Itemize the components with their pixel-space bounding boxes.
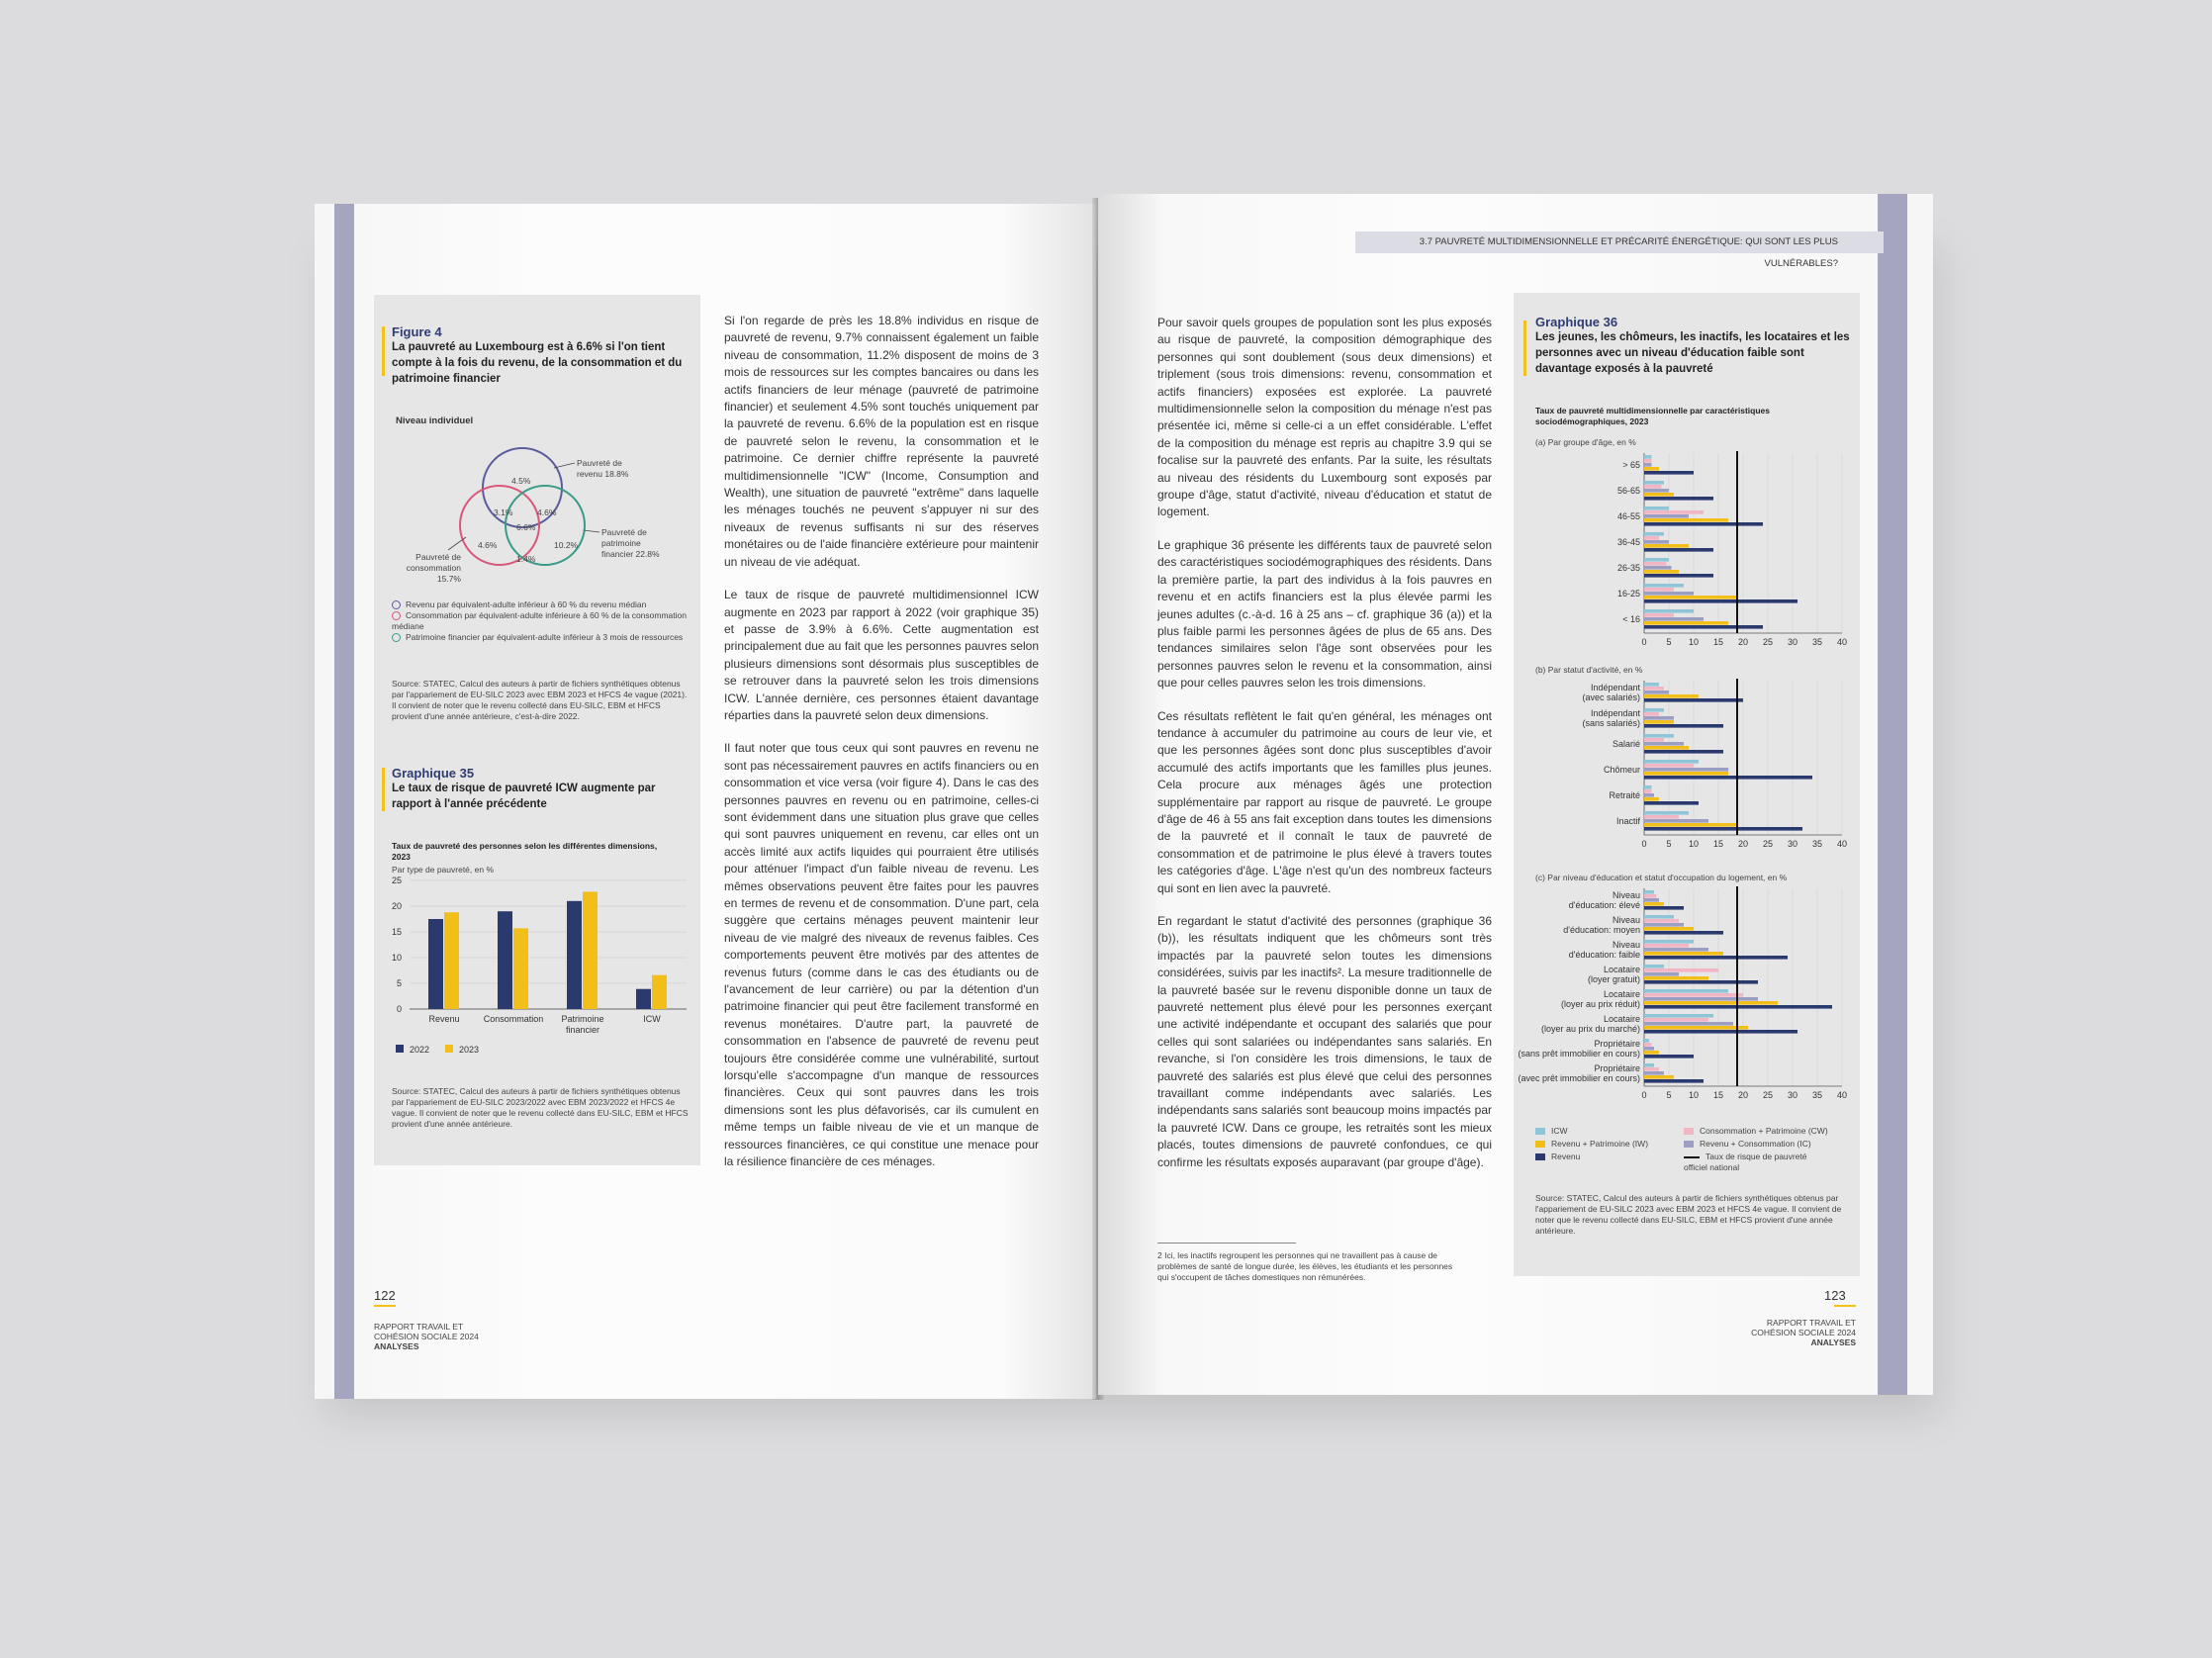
legend-item	[1535, 1126, 1568, 1137]
line-icon	[1684, 1156, 1700, 1158]
bar-ICW	[1644, 455, 1652, 459]
x-tick-label: 35	[1811, 1090, 1823, 1100]
right-body-column	[1157, 315, 1492, 1187]
y-tick-label: Locataire	[1603, 989, 1640, 999]
bar-ICW	[1644, 965, 1664, 968]
venn-label-consommation: Pauvreté de consommation 15.7%	[406, 552, 461, 584]
bar-Consommation + Patrimoine (CW)	[1644, 1018, 1708, 1022]
bar-ICW	[1644, 683, 1659, 687]
y-tick-label: 56-65	[1616, 486, 1640, 496]
legend-item	[1535, 1139, 1648, 1150]
venn-a-c: 4.6%	[537, 507, 557, 517]
venn-b-only: 4.6%	[478, 540, 498, 550]
venn-a-b: 3.1%	[494, 507, 513, 517]
bar-Consommation + Patrimoine (CW)	[1644, 1043, 1652, 1047]
page-number-accent	[374, 1305, 396, 1307]
graph36-chart-title: Taux de pauvreté multidimensionnelle par caractéristiques sociodémographiques, 2023	[1535, 406, 1770, 426]
y-tick-label: Inactif	[1615, 816, 1640, 826]
footer-line: RAPPORT TRAVAIL ET	[374, 1322, 464, 1332]
y-tick-label: < 16	[1622, 614, 1640, 624]
bar-Revenu + Patrimoine (IW)	[1644, 952, 1723, 956]
right-footer	[1741, 1318, 1856, 1347]
legend-item-patrimoine	[392, 632, 689, 643]
bar-Revenu + Consommation (IC)	[1644, 1047, 1654, 1051]
bar-Revenu	[1644, 698, 1743, 702]
bar-ICW	[1644, 1014, 1713, 1018]
x-tick-label: 20	[1737, 839, 1749, 849]
left-page-stripe	[334, 204, 354, 1399]
x-tick-label: financier	[565, 1025, 600, 1035]
x-tick-label: 5	[1666, 637, 1672, 647]
y-tick-label: (sans prêt immobilier en cours)	[1518, 1049, 1640, 1059]
y-tick-label: (loyer au prix du marché)	[1540, 1024, 1640, 1034]
bar-Consommation + Patrimoine (CW)	[1644, 562, 1667, 566]
bar-ICW	[1644, 811, 1689, 815]
x-tick-label: 10	[1688, 637, 1700, 647]
right-figure-box	[1514, 293, 1860, 1276]
bar-Revenu	[1644, 931, 1723, 935]
bar-2022	[428, 919, 443, 1009]
y-tick-label: 10	[391, 953, 402, 963]
x-tick-label: 0	[1641, 637, 1647, 647]
y-tick-label: 36-45	[1616, 537, 1640, 547]
bar-Revenu + Patrimoine (IW)	[1644, 621, 1728, 625]
x-tick-label: 35	[1811, 637, 1823, 647]
bar-Revenu + Patrimoine (IW)	[1644, 694, 1699, 698]
footer-line: COHÉSION SOCIALE 2024	[1751, 1328, 1856, 1337]
bar-Consommation + Patrimoine (CW)	[1644, 764, 1694, 768]
bar-Consommation + Patrimoine (CW)	[1644, 738, 1664, 742]
x-tick-label: 35	[1811, 839, 1823, 849]
x-tick-label: 20	[1737, 1090, 1749, 1100]
bar-Consommation + Patrimoine (CW)	[1644, 993, 1743, 997]
footer-line: RAPPORT TRAVAIL ET	[1766, 1318, 1856, 1328]
bar-Revenu + Patrimoine (IW)	[1644, 927, 1694, 931]
x-tick-label: 5	[1666, 1090, 1672, 1100]
bar-Revenu + Consommation (IC)	[1644, 742, 1684, 746]
right-page-stripe	[1878, 194, 1907, 1395]
footer-line: COHÉSION SOCIALE 2024	[374, 1332, 479, 1341]
bar-Revenu + Patrimoine (IW)	[1644, 976, 1708, 980]
bar-Revenu	[1644, 471, 1694, 475]
footer-line: ANALYSES	[1810, 1337, 1856, 1347]
left-page	[315, 204, 1096, 1399]
bar-Consommation + Patrimoine (CW)	[1644, 919, 1679, 923]
x-tick-label: 30	[1787, 637, 1798, 647]
y-tick-label: 25	[391, 875, 402, 885]
y-tick-label: Indépendant	[1590, 708, 1640, 718]
y-tick-label: Chômeur	[1603, 765, 1640, 775]
y-tick-label: d'éducation: faible	[1568, 950, 1640, 960]
footnote: 2 Ici, les inactifs regroupent les personnes qui ne travaillent pas à cause de problèmes de santé de longue durée, les élèves, les étudiants et les personnes qui s'occupent de tâches domestiques non rémunérées.	[1157, 1250, 1453, 1282]
paragraph: En regardant le statut d'activité des personnes (graphique 36 (b)), les résultats indiquent que les chômeurs sont très impactés par la pauvreté selon toutes les dimensions considérées, suivis par les inactifs². La mesure traditionnelle de la pauvreté basée sur le revenu disponible donne un taux de pauvreté nettement plus élevé pour les personnes exerçant une activité indépendante et occupant des salariés que pour celles qui sont salariées ou indépendantes sans salariés. En revanche, si l'on considère les trois dimensions, le taux de pauvreté des salariés est plus élevé que celui des personnes travaillant comme indépendants avec salariés. Les indépendants sans salariés sont beaucoup moins impactés par la pauvreté ICW. Dans ce groupe, les retraités sont les mieux placés, toutes dimensions de pauvreté confondues, ce qui confirme les résultats exposés auparavant (par groupe d'âge).	[1157, 914, 1492, 1169]
y-tick-label: Salarié	[1612, 739, 1640, 749]
bar-Revenu	[1644, 522, 1763, 526]
venn-a-only: 4.5%	[511, 476, 531, 486]
legend-label: Revenu par équivalent-adulte inférieur à 60 % du revenu médian	[406, 599, 647, 609]
paragraph: Le graphique 36 présente les différents taux de pauvreté selon des caractéristiques sociodémographiques des résidents. Dans la première partie, la part des individus à la fois pauvres en revenu et en actifs financiers est la plus élevée parmi les jeunes adultes (c.-à-d. 16 à 25 ans – cf. graphique 36 (a)) et la plus faible parmi les personnes âgées de plus de 65 ans. Des tendances similaires selon l'âge sont observées pour les personnes pauvres selon le revenu et la consommation, ainsi que pour celles pauvres selon les trois dimensions.	[1157, 537, 1492, 691]
bar-Revenu + Consommation (IC)	[1644, 923, 1684, 927]
bar-Revenu + Patrimoine (IW)	[1644, 772, 1728, 776]
bar-Revenu + Consommation (IC)	[1644, 716, 1674, 720]
bar-Revenu + Patrimoine (IW)	[1644, 902, 1664, 906]
bar-Revenu + Consommation (IC)	[1644, 1022, 1733, 1026]
x-tick-label: ICW	[643, 1014, 661, 1024]
bar-Revenu	[1644, 956, 1788, 960]
venn-b-c: 1.4%	[516, 554, 536, 564]
paragraph: Le taux de risque de pauvreté multidimensionnel ICW augmente en 2023 par rapport à 2022 (voir graphique 35) et passe de 3.9% à 6.6%. Cette augmentation est principalement due au fait que les personnes pauvres selon plusieurs dimensions sont désormais plus susceptibles de se retrouver dans la pauvreté selon les trois dimensions ICW. L'année dernière, ces personnes étaient davantage réparties dans la pauvreté selon deux dimensions.	[724, 588, 1039, 722]
left-figures-box	[374, 295, 700, 1165]
bar-Revenu + Consommation (IC)	[1644, 948, 1708, 952]
bar-ICW	[1644, 760, 1699, 764]
bar-Consommation + Patrimoine (CW)	[1644, 815, 1679, 819]
bar-ICW	[1644, 507, 1669, 510]
bar-Revenu	[1644, 1030, 1797, 1034]
bar-Revenu + Consommation (IC)	[1644, 489, 1669, 493]
bar-Revenu + Patrimoine (IW)	[1644, 518, 1728, 522]
bar-Consommation + Patrimoine (CW)	[1644, 944, 1689, 948]
bar-Revenu + Patrimoine (IW)	[1644, 720, 1674, 724]
x-tick-label: 10	[1688, 1090, 1700, 1100]
bar-Consommation + Patrimoine (CW)	[1644, 894, 1657, 898]
y-tick-label: Propriétaire	[1594, 1063, 1640, 1073]
x-tick-label: 40	[1836, 1090, 1848, 1100]
bar-Revenu	[1644, 574, 1713, 578]
graph36b-chart	[1514, 677, 1860, 865]
bar-ICW	[1644, 532, 1664, 536]
bar-Revenu	[1644, 724, 1723, 728]
bar-2023	[652, 975, 667, 1009]
bar-Consommation + Patrimoine (CW)	[1644, 485, 1662, 489]
x-tick-label: 25	[1762, 1090, 1774, 1100]
left-body-column	[724, 313, 1039, 1187]
graph36c-chart	[1514, 884, 1860, 1114]
y-tick-label: Retraité	[1609, 790, 1640, 800]
bar-Consommation + Patrimoine (CW)	[1644, 536, 1659, 540]
y-tick-label: (loyer gratuit)	[1587, 974, 1640, 984]
bar-Revenu	[1644, 906, 1684, 910]
y-tick-label: Niveau	[1612, 940, 1640, 950]
bar-Consommation + Patrimoine (CW)	[1644, 1067, 1659, 1071]
bar-2023	[513, 928, 528, 1009]
x-tick-label: 20	[1737, 637, 1749, 647]
legend-label: 2023	[459, 1045, 480, 1055]
circle-icon	[392, 633, 401, 642]
legend-item	[1684, 1126, 1828, 1137]
y-tick-label: 5	[396, 978, 402, 988]
bar-Revenu + Patrimoine (IW)	[1644, 570, 1679, 574]
figure4-source: Source: STATEC, Calcul des auteurs à partir de fichiers synthétiques obtenus par l'appariement de EU-SILC 2023 avec EBM 2023 et HFCS 4e vague (2021). Il convient de noter que le revenu collecté dans EU-SILC, EBM et HFCS provient d'une année antérieure, c'est-à-dire 2022.	[392, 679, 688, 721]
bar-2022	[567, 901, 582, 1009]
bar-ICW	[1644, 708, 1664, 712]
figure4-header	[392, 324, 693, 387]
x-tick-label: 15	[1712, 1090, 1724, 1100]
graph36-title: Les jeunes, les chômeurs, les inactifs, les locataires et les personnes avec un niveau d'éducation faible sont davantage exposés à la pauvreté	[1535, 331, 1850, 375]
graph35-kicker: Graphique 35	[392, 766, 475, 781]
y-tick-label: Locataire	[1603, 965, 1640, 974]
graph36b-title: (b) Par statut d'activité, en %	[1535, 665, 1643, 675]
bar-ICW	[1644, 1039, 1649, 1043]
y-tick-label: Locataire	[1603, 1014, 1640, 1024]
x-tick-label: 15	[1712, 637, 1724, 647]
x-tick-label: 25	[1762, 839, 1774, 849]
figure4-legend	[392, 599, 689, 643]
x-tick-label: 30	[1787, 1090, 1798, 1100]
figure4-title: La pauvreté au Luxembourg est à 6.6% si l'on tient compte à la fois du revenu, de la consommation et du patrimoine financier	[392, 341, 683, 385]
bar-Consommation + Patrimoine (CW)	[1644, 510, 1704, 514]
graph35-chart-sub: Par type de pauvreté, en %	[392, 865, 495, 875]
graph35-accent	[382, 768, 385, 811]
bar-Revenu + Patrimoine (IW)	[1644, 493, 1674, 497]
y-tick-label: Niveau	[1612, 915, 1640, 925]
legend-label: Revenu + Patrimoine (IW)	[1551, 1139, 1649, 1149]
bar-ICW	[1644, 989, 1728, 993]
legend-label: ICW	[1551, 1126, 1568, 1136]
swatch-icon	[1535, 1141, 1545, 1148]
figure4-subtitle: Niveau individuel	[396, 415, 474, 426]
bar-Revenu + Patrimoine (IW)	[1644, 596, 1738, 599]
legend-label: Consommation par équivalent-adulte inférieure à 60 % de la consommation médiane	[392, 610, 687, 631]
legend-item-revenu	[392, 599, 689, 610]
legend-item	[1684, 1151, 1832, 1173]
x-tick-label: 10	[1688, 839, 1700, 849]
venn-diagram	[374, 423, 700, 621]
bar-Consommation + Patrimoine (CW)	[1644, 588, 1674, 592]
bar-2022	[636, 989, 651, 1009]
bar-Revenu	[1644, 1079, 1704, 1083]
bar-Consommation + Patrimoine (CW)	[1644, 789, 1652, 793]
bar-Revenu	[1644, 1055, 1694, 1059]
bar-Revenu + Patrimoine (IW)	[1644, 797, 1659, 801]
y-tick-label: 26-35	[1616, 563, 1640, 573]
x-tick-label: Revenu	[428, 1014, 460, 1024]
bar-Revenu + Patrimoine (IW)	[1644, 467, 1659, 471]
x-tick-label: Consommation	[483, 1014, 544, 1024]
x-tick-label: 40	[1836, 637, 1848, 647]
y-tick-label: Niveau	[1612, 890, 1640, 900]
graph36-header	[1535, 315, 1850, 377]
swatch-icon	[1684, 1128, 1694, 1135]
bar-Revenu + Consommation (IC)	[1644, 463, 1652, 467]
x-tick-label: 30	[1787, 839, 1798, 849]
bar-Consommation + Patrimoine (CW)	[1644, 613, 1674, 617]
bar-Revenu	[1644, 599, 1797, 603]
swatch-icon	[1684, 1141, 1694, 1148]
bar-Revenu + Patrimoine (IW)	[1644, 1051, 1659, 1055]
legend-swatch	[396, 1045, 404, 1053]
bar-Revenu + Consommation (IC)	[1644, 617, 1704, 621]
y-tick-label: d'éducation: élevé	[1568, 900, 1640, 910]
paragraph: Si l'on regarde de près les 18.8% individus en risque de pauvreté de revenu, 9.7% connaissent également un faible niveau de consommation, 11.2% disposent de moins de 3 mois de ressources sur les comptes bancaires ou dans les actifs financiers de leur ménage (pauvreté de patrimoine financier) et seulement 4.5% sont touchés uniquement par la pauvreté de revenu. 6.6% de la population est en risque de pauvreté selon le revenu, la consommation et le patrimoine. Ce dernier chiffre représente la pauvreté multidimensionnelle "ICW" (Income, Consumption and Wealth), une situation de pauvreté "extrême" dans laquelle les ménages touchés ne peuvent s'appuyer ni sur des niveaux de revenus suffisants ni sur des réserves monétaires ou de l'aide financière extérieure pour maintenir un niveau de vie adéquat.	[724, 314, 1039, 569]
legend-label: Revenu + Consommation (IC)	[1700, 1139, 1811, 1149]
legend-item-consommation	[392, 610, 689, 632]
footer-line: ANALYSES	[374, 1341, 419, 1351]
paragraph: Il faut noter que tous ceux qui sont pauvres en revenu ne sont pas nécessairement pauvres en actifs financiers ou en consommation et vice versa (voir figure 4). Dans le cas des personnes pauvres en revenu ou en patrimoine, celles-ci sont évidemment dans une situation plus grave que celles qui sont pauvres uniquement en revenu, car elles ont un accès limité aux actifs liquides qui pourraient être utilisés pour atténuer l'impact d'un faible niveau de revenu. Les mêmes observations peuvent être faites pour les pauvres en termes de revenu et de consommation. D'une part, cela suggère que certains ménages peuvent maintenir leur niveau de vie malgré des niveaux de revenus faibles. Ces comportements peuvent être motivés par des attentes de revenus futurs (comme dans le cas des étudiants ou de l'avancement de leur carrière) ou par la détention d'un patrimoine financier qui peut être facilement transformé en revenus monétaires. D'autre part, la pauvreté de consommation en l'absence de pauvreté de revenu peut toujours être considérée comme une vulnérabilité, surtout lorsqu'elle s'accompagne d'un manque de ressources financières. Ceux qui sont pauvres dans les trois dimensions sont les plus défavorisés, car ils cumulent en même temps un faible niveau de vie et un manque de ressources financières, ce qui constitue une menace pour la résilience financière de ces ménages.	[724, 741, 1039, 1169]
paragraph: Pour savoir quels groupes de population sont les plus exposés au risque de pauvreté, la composition démographique des personnes qui sont doublement (sous deux dimensions) et triplement (sous trois dimensions: revenu, consommation et actifs financiers) exposées est explorée. La pauvreté multidimensionnelle selon la composition du ménage n'est pas présentée ici, même si celle-ci a un effet considérable. L'effet de la composition du ménage est repris au chapitre 3.9 qui se focalise sur la pauvreté des enfants. Par la suite, les résultats au niveau des résidents du Luxembourg sont exposés par groupe d'âge, statut d'activité, niveau d'éducation et statut de logement.	[1157, 316, 1492, 519]
y-tick-label: 15	[391, 927, 402, 937]
bar-ICW	[1644, 481, 1664, 485]
bar-Revenu + Patrimoine (IW)	[1644, 1026, 1748, 1030]
bar-ICW	[1644, 1063, 1654, 1067]
page-number: 122	[374, 1288, 396, 1303]
graph35-chart-title: Taux de pauvreté des personnes selon les différentes dimensions, 2023	[392, 841, 658, 862]
bar-Revenu + Consommation (IC)	[1644, 540, 1669, 544]
graph36-source: Source: STATEC, Calcul des auteurs à partir de fichiers synthétiques obtenus par l'appariement de EU-SILC 2023 avec EBM 2023 et HFCS 4e vague. Il convient de noter que le revenu collecté dans EU-SILC, EBM et HFCS provient d'une année antérieure.	[1535, 1193, 1842, 1236]
graph35-title: Le taux de risque de pauvreté ICW augmente par rapport à l'année précédente	[392, 783, 656, 810]
y-tick-label: 16-25	[1616, 589, 1640, 599]
circle-icon	[392, 611, 401, 620]
x-tick-label: 0	[1641, 1090, 1647, 1100]
bar-Revenu	[1644, 980, 1758, 984]
bar-Revenu + Consommation (IC)	[1644, 768, 1728, 772]
y-tick-label: (loyer au prix réduit)	[1560, 999, 1640, 1009]
figure4-accent	[382, 326, 385, 376]
bar-2023	[444, 912, 459, 1009]
bar-Revenu + Patrimoine (IW)	[1644, 746, 1689, 750]
bar-ICW	[1644, 915, 1674, 919]
legend-item	[1535, 1151, 1580, 1162]
bar-Consommation + Patrimoine (CW)	[1644, 687, 1664, 691]
graph36a-chart	[1514, 449, 1860, 657]
y-tick-label: Indépendant	[1590, 683, 1640, 692]
bar-Consommation + Patrimoine (CW)	[1644, 712, 1659, 716]
x-tick-label: 25	[1762, 637, 1774, 647]
bar-Revenu	[1644, 801, 1699, 805]
swatch-icon	[1535, 1153, 1545, 1160]
bar-Revenu + Consommation (IC)	[1644, 972, 1679, 976]
bar-ICW	[1644, 584, 1684, 588]
figure4-kicker: Figure 4	[392, 324, 442, 339]
legend-label: Revenu	[1551, 1151, 1581, 1161]
graph36-kicker: Graphique 36	[1535, 315, 1618, 329]
x-tick-label: 5	[1666, 839, 1672, 849]
bar-Revenu + Consommation (IC)	[1644, 691, 1669, 694]
legend-item	[1684, 1139, 1811, 1150]
graph36a-title: (a) Par groupe d'âge, en %	[1535, 437, 1636, 447]
left-footer	[374, 1322, 479, 1351]
bar-Revenu + Consommation (IC)	[1644, 592, 1694, 596]
bar-Revenu + Patrimoine (IW)	[1644, 544, 1689, 548]
legend-label: Patrimoine financier par équivalent-adulte inférieur à 3 mois de ressources	[406, 632, 684, 642]
bar-ICW	[1644, 940, 1694, 944]
bar-Revenu	[1644, 827, 1802, 831]
y-tick-label: 46-55	[1616, 511, 1640, 521]
bar-Consommation + Patrimoine (CW)	[1644, 968, 1718, 972]
bar-Revenu	[1644, 497, 1713, 501]
y-tick-label: d'éducation: moyen	[1563, 925, 1640, 935]
footnote-rule	[1157, 1243, 1296, 1244]
graph35-chart	[374, 875, 700, 1062]
bar-Revenu + Consommation (IC)	[1644, 514, 1689, 518]
bar-ICW	[1644, 558, 1669, 562]
bar-Revenu + Consommation (IC)	[1644, 898, 1659, 902]
y-tick-label: Propriétaire	[1594, 1039, 1640, 1049]
bar-ICW	[1644, 734, 1674, 738]
running-header: 3.7 PAUVRETÉ MULTIDIMENSIONNELLE ET PRÉCARITÉ ÉNERGÉTIQUE: QUI SONT LES PLUS VULNÉRABLES?	[1355, 231, 1884, 253]
bar-Revenu + Patrimoine (IW)	[1644, 1001, 1778, 1005]
graph35-source: Source: STATEC, Calcul des auteurs à partir de fichiers synthétiques obtenus par l'appariement de EU-SILC 2023/2022 avec EBM 2023/2022 et HFCS 4e vague. Il convient de noter que le revenu collecté dans EU-SILC, EBM et HFCS provient d'une année antérieure.	[392, 1086, 689, 1129]
legend-swatch	[445, 1045, 453, 1053]
bar-ICW	[1644, 609, 1694, 613]
graph36c-title: (c) Par niveau d'éducation et statut d'occupation du logement, en %	[1535, 873, 1788, 882]
y-tick-label: > 65	[1622, 460, 1640, 470]
bar-ICW	[1644, 890, 1654, 894]
venn-label-patrimoine: Pauvreté de patrimoine financier 22.8%	[601, 527, 660, 559]
y-tick-label: (avec salariés)	[1582, 692, 1640, 702]
y-tick-label: 0	[396, 1004, 402, 1014]
bar-Revenu	[1644, 750, 1723, 754]
bar-Revenu	[1644, 776, 1812, 780]
bar-2022	[498, 911, 512, 1009]
y-tick-label: (avec prêt immobilier en cours)	[1518, 1073, 1640, 1083]
page-number: 123	[1824, 1288, 1846, 1303]
paragraph: Ces résultats reflètent le fait qu'en général, les ménages ont tendance à accumuler du patrimoine au cours de leur vie, et que les personnes âgées sont donc plus susceptibles d'avoir accumulé des actifs importants que les familles plus jeunes. Cela procure aux ménages âgés une protection supplémentaire par rapport au risque de pauvreté. Le groupe d'âge de 46 à 55 ans fait exception dans toutes les dimensions de la pauvreté et il connaît le taux de pauvreté de consommation et de patrimoine le plus élevé à travers toutes les catégories d'âge. L'âge n'est qu'un des nombreux facteurs qui sont en lien avec la pauvreté.	[1157, 708, 1492, 895]
swatch-icon	[1535, 1128, 1545, 1135]
bar-Revenu	[1644, 548, 1713, 552]
bar-Revenu	[1644, 625, 1763, 629]
circle-icon	[392, 600, 401, 609]
bar-Revenu + Consommation (IC)	[1644, 566, 1672, 570]
bar-Revenu + Patrimoine (IW)	[1644, 1075, 1674, 1079]
bar-Revenu + Patrimoine (IW)	[1644, 823, 1738, 827]
y-tick-label: (sans salariés)	[1582, 718, 1640, 728]
legend-label: Taux de risque de pauvreté officiel national	[1684, 1151, 1807, 1172]
x-tick-label: 15	[1712, 839, 1724, 849]
x-tick-label: 0	[1641, 839, 1647, 849]
bar-Consommation + Patrimoine (CW)	[1644, 459, 1652, 463]
bar-Revenu + Consommation (IC)	[1644, 1071, 1664, 1075]
graph35-header	[392, 766, 693, 812]
bar-2023	[583, 891, 598, 1009]
y-tick-label: 20	[391, 901, 402, 911]
page-number-accent	[1834, 1305, 1856, 1307]
right-page	[1098, 194, 1933, 1395]
legend-label: 2022	[410, 1045, 430, 1055]
x-tick-label: Patrimoine	[561, 1014, 604, 1024]
venn-center: 6.6%	[516, 522, 536, 532]
x-tick-label: 40	[1836, 839, 1848, 849]
graph36-accent	[1523, 321, 1526, 376]
venn-c-only: 10.2%	[554, 540, 579, 550]
bar-Revenu + Consommation (IC)	[1644, 793, 1654, 797]
legend-label: Consommation + Patrimoine (CW)	[1700, 1126, 1828, 1136]
bar-Revenu + Consommation (IC)	[1644, 997, 1758, 1001]
bar-Revenu + Consommation (IC)	[1644, 819, 1708, 823]
bar-ICW	[1644, 785, 1652, 789]
venn-label-revenu: Pauvreté de revenu 18.8%	[577, 458, 629, 479]
